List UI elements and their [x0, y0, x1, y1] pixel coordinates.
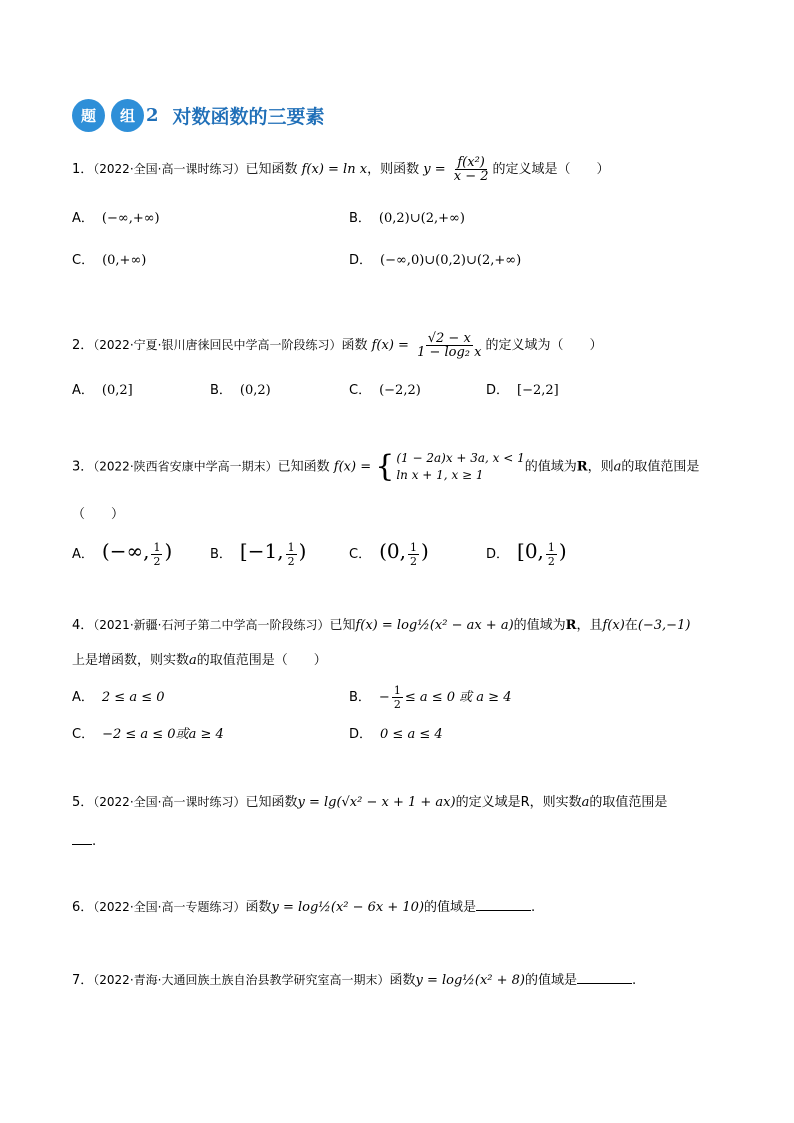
option-d[interactable]: D． 0 ≤ a ≤ 4	[349, 727, 443, 742]
section-number: 2	[146, 104, 159, 126]
question-source: （2022·青海·大通回族土族自治县教学研究室高一期末）	[93, 973, 390, 987]
section-header	[72, 98, 325, 132]
question-3: 3．（2022·陕西省安康中学高一期末）已知函数 f(x) = { (1 − 2a)x + 3a, x < 1 ln x + 1, x ≥ 1 的值域为R，则a的取值范围是	[72, 449, 700, 484]
question-source: （2022·宁夏·银川唐徕回民中学高一阶段练习）	[93, 338, 342, 352]
section-badge-1: 题	[72, 99, 105, 132]
question-6: 6．（2022·全国·高一专题练习）函数y = log½(x² − 6x + 10)的值域是 .	[72, 900, 536, 915]
section-title: 对数函数的三要素	[172, 105, 325, 128]
option-b[interactable]: B． [−1, $\frac{1}{2}$ )	[210, 539, 307, 568]
question-source: （2021·新疆·石河子第二中学高一阶段练习）	[93, 618, 330, 632]
option-c[interactable]: C． −2 ≤ a ≤ 0或a ≥ 4	[72, 727, 224, 742]
question-7: 7．（2022·青海·大通回族土族自治县教学研究室高一期末）函数y = log½(x² + 8)的值域是 .	[72, 973, 637, 988]
option-a[interactable]: A． 2 ≤ a ≤ 0	[72, 690, 165, 705]
question-source: （2022·陕西省安康中学高一期末）	[93, 459, 278, 474]
option-d[interactable]: D． [0, $\frac{1}{2}$ )	[486, 539, 567, 568]
fraction: $\frac{√2 - x}{\text{1 − log₂ x}}$	[417, 331, 482, 360]
answer-blank[interactable]	[476, 898, 531, 911]
piecewise-function: { (1 − 2a)x + 3a, x < 1 ln x + 1, x ≥ 1	[375, 449, 525, 484]
option-b[interactable]: B． (0,2)	[210, 383, 271, 398]
question-source: （2022·全国·高一专题练习）	[93, 900, 246, 914]
fraction: $\frac{\text{f(x²)}}{x - 2}$	[453, 155, 489, 184]
question-4-continued: 上是增函数，则实数a的取值范围是（ ）	[72, 653, 327, 668]
question-source: （2022·全国·高一课时练习）	[93, 795, 246, 809]
option-b[interactable]: B． (0,2)∪(2,+∞)	[349, 211, 465, 226]
question-3-continued: （ ）	[72, 507, 125, 522]
answer-blank[interactable]	[72, 832, 92, 845]
question-2: 2．（2022·宁夏·银川唐徕回民中学高一阶段练习）函数 f(x) = $\frac{√2 - x}{\text{1 − log₂ x}}$ 的定义域为（ ）	[72, 331, 603, 360]
option-c[interactable]: C． (−2,2)	[349, 383, 421, 398]
option-c[interactable]: C． (0, $\frac{1}{2}$ )	[349, 539, 429, 568]
question-5: 5．（2022·全国·高一课时练习）已知函数y = lg(√x² − x + 1 + ax)的定义域是R，则实数a的取值范围是	[72, 795, 668, 810]
option-a[interactable]: A． (0,2]	[72, 383, 133, 398]
option-a[interactable]: A． (−∞, $\frac{1}{2}$ )	[72, 539, 173, 568]
option-d[interactable]: D． [−2,2]	[486, 383, 559, 398]
option-c[interactable]: C． (0,+∞)	[72, 253, 147, 268]
math-expr: f(x) = ln x	[301, 162, 368, 177]
option-a[interactable]: A． (−∞,+∞)	[72, 211, 160, 226]
option-d[interactable]: D． (−∞,0)∪(0,2)∪(2,+∞)	[349, 253, 522, 268]
question-5-answer[interactable]: .	[72, 832, 96, 852]
question-source: （2022·全国·高一课时练习）	[93, 162, 246, 176]
option-b[interactable]: B． − $\frac{1}{2}$ ≤ a ≤ 0 或 a ≥ 4	[349, 684, 512, 711]
answer-blank[interactable]	[577, 971, 632, 984]
question-4: 4．（2021·新疆·石河子第二中学高一阶段练习）已知f(x) = log½(x² − ax + a)的值域为R，且f(x)在(−3,−1)	[72, 618, 691, 633]
section-badge-2: 组	[111, 99, 144, 132]
question-1: 1．（2022·全国·高一课时练习）已知函数 f(x) = ln x，则函数 y = $\frac{\text{f(x²)}}{x - 2}$ 的定义域是（ ）	[72, 155, 610, 184]
